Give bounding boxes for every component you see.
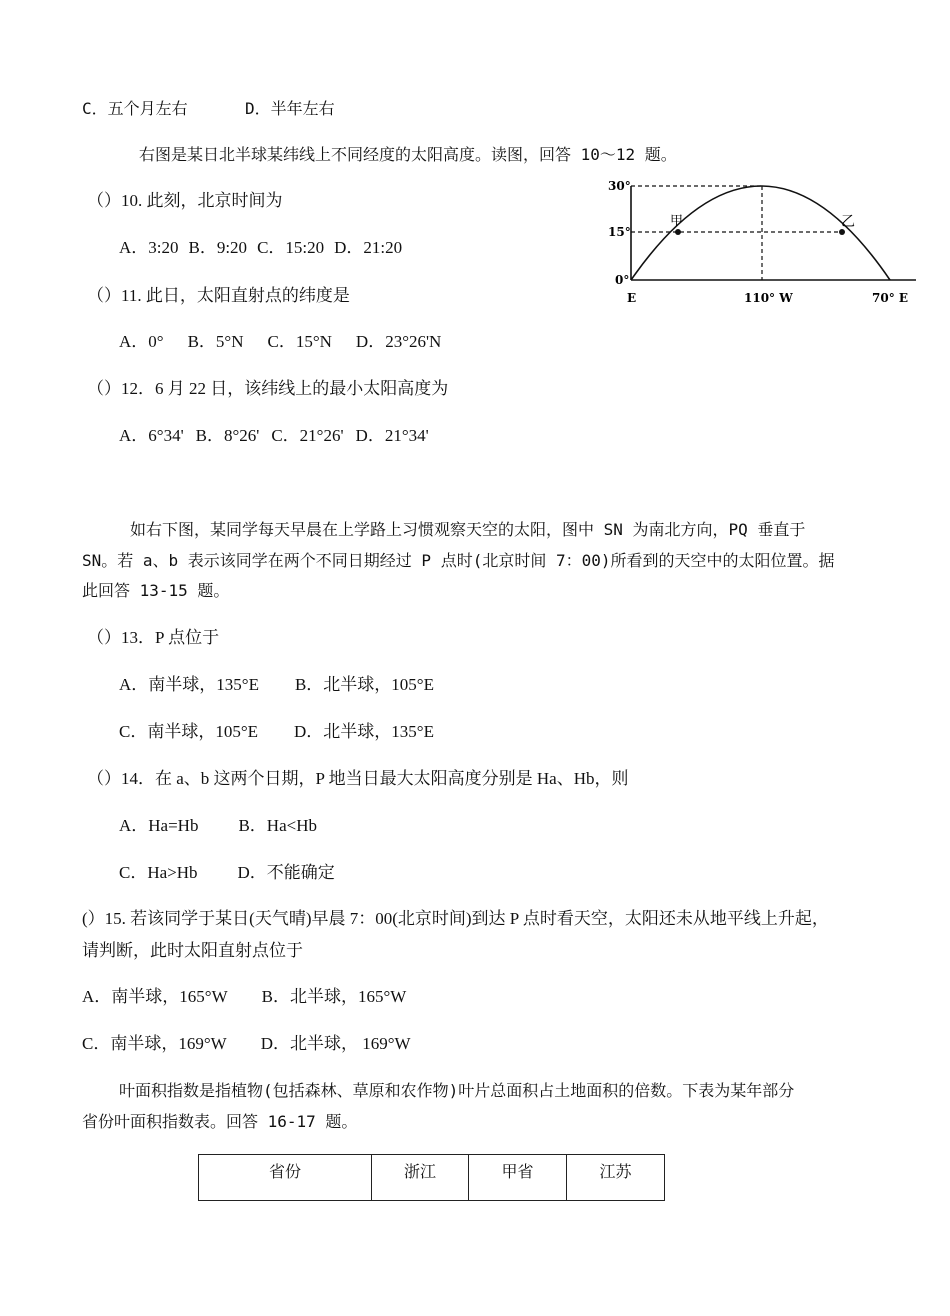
intro-13-15-line3: 此回答 13-15 题。 — [82, 581, 230, 600]
table-header-cell: 甲省 — [469, 1155, 567, 1201]
option-a: A．3:20 — [119, 238, 179, 257]
q10-options — [119, 237, 402, 259]
table-header-cell: 省份 — [199, 1155, 372, 1201]
y-label-30: 30° — [608, 179, 631, 193]
option-d: D．不能确定 — [237, 863, 335, 882]
label-yi: 乙 — [841, 214, 855, 230]
option-b: B．9:20 — [188, 238, 248, 257]
sun-altitude-figure — [600, 168, 920, 318]
y-label-15: 15° — [608, 225, 631, 239]
x-label-70e: 70° E — [872, 291, 909, 305]
y-label-0: 0° — [615, 273, 630, 287]
point-jia — [675, 229, 681, 235]
q11-options — [119, 331, 441, 353]
q12-options — [119, 425, 429, 447]
option-b: B．北半球，105°E — [294, 675, 434, 694]
q11-stem: （）11. 此日，太阳直射点的纬度是 — [87, 286, 350, 305]
option-a: A．6°34' — [119, 426, 184, 445]
option-d: D．23°26'N — [355, 332, 442, 351]
leaf-area-index-table — [198, 1154, 665, 1201]
q13-stem: （）13．P 点位于 — [87, 628, 220, 647]
intro-16-17-line1: 叶面积指数是指植物(包括森林、草原和农作物)叶片总面积占土地面积的倍数。下表为某年部分 — [119, 1081, 795, 1100]
option-c: C．南半球，169°W — [82, 1034, 227, 1053]
x-label-110w: 110° W — [744, 291, 793, 305]
option-a: A．南半球，165°W — [82, 987, 228, 1006]
intro-16-17-line2: 省份叶面积指数表。回答 16-17 题。 — [82, 1112, 358, 1131]
intro-13-15-line2: SN。若 a、b 表示该同学在两个不同日期经过 P 点时(北京时间 7：00)所看到的天空中的太阳位置。据 — [82, 551, 835, 570]
option-d: D．北半球，135°E — [294, 722, 434, 741]
option-a: A．南半球，135°E — [119, 675, 259, 694]
q14-options-row1 — [119, 815, 317, 837]
option-b: B．Ha<Hb — [238, 816, 317, 835]
option-b: B．8°26' — [195, 426, 260, 445]
q15-stem-line2: 请判断，此时太阳直射点位于 — [82, 941, 303, 960]
option-b: B．北半球，165°W — [261, 987, 407, 1006]
q15-options-row2 — [82, 1033, 411, 1055]
altitude-curve — [631, 186, 890, 280]
x-label-e: E — [627, 291, 637, 305]
label-jia: 甲 — [670, 214, 684, 229]
q9-option-d: D．半年左右 — [245, 99, 335, 118]
option-c: C．南半球，105°E — [119, 722, 259, 741]
q12-stem: （）12．6 月 22 日，该纬线上的最小太阳高度为 — [87, 379, 449, 398]
option-d: D．21:20 — [334, 238, 403, 257]
q15-options-row1 — [82, 986, 406, 1008]
q15-stem-line1: (）15. 若该同学于某日(天气晴)早晨 7：00(北京时间)到达 P 点时看天空，太阳还未从地平线上升起， — [82, 909, 829, 928]
option-d: D．21°34' — [355, 426, 429, 445]
intro-13-15-line1: 如右下图，某同学每天早晨在上学路上习惯观察天空的太阳，图中 SN 为南北方向，PQ 垂直于 — [130, 520, 806, 539]
table-header-cell: 江苏 — [567, 1155, 665, 1201]
option-d: D．北半球， 169°W — [260, 1034, 411, 1053]
option-c: C．Ha>Hb — [119, 863, 198, 882]
option-c: C．15:20 — [257, 238, 325, 257]
table-header-row — [199, 1155, 665, 1201]
option-a: A．0° — [119, 332, 164, 351]
option-c: C．21°26' — [271, 426, 344, 445]
table-header-cell: 浙江 — [372, 1155, 469, 1201]
q13-options-row2 — [119, 721, 434, 743]
q14-stem: （）14．在 a、b 这两个日期，P 地当日最大太阳高度分别是 Ha、Hb，则 — [87, 769, 629, 788]
q9-option-c: C．五个月左右 — [82, 99, 188, 118]
option-b: B．5°N — [187, 332, 244, 351]
option-c: C．15°N — [267, 332, 332, 351]
q14-options-row2 — [119, 862, 335, 884]
q13-options-row1 — [119, 674, 434, 696]
q10-stem: （）10. 此刻，北京时间为 — [87, 191, 283, 210]
intro-10-12: 右图是某日北半球某纬线上不同经度的太阳高度。读图，回答 10～12 题。 — [139, 145, 677, 164]
option-a: A．Ha=Hb — [119, 816, 199, 835]
